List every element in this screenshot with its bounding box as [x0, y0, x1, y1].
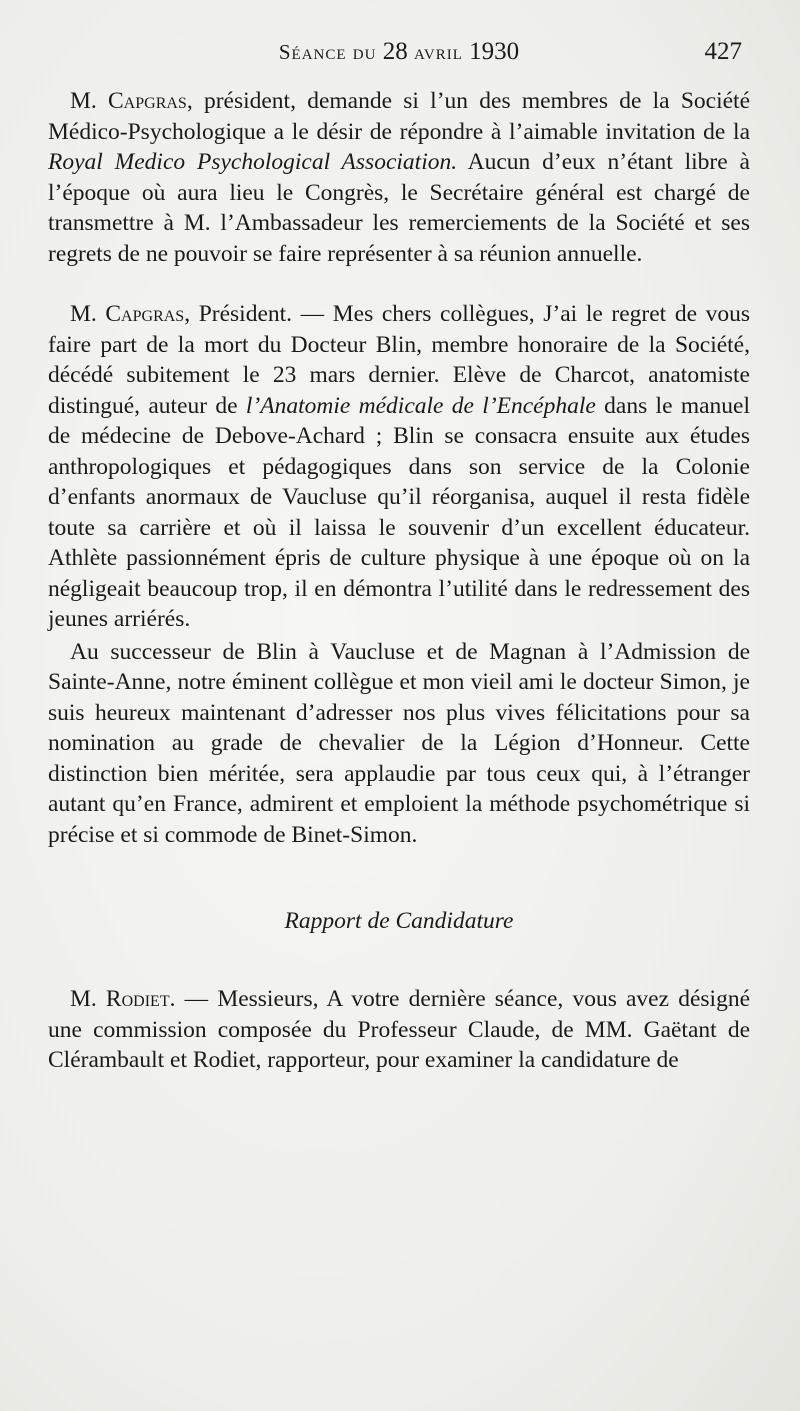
- paragraph-italic: Royal Medico Psychological Association.: [48, 149, 458, 175]
- paragraph-simon-congratulations: [48, 637, 750, 851]
- running-title-mid: avril: [407, 40, 470, 64]
- paragraph-capgras-invitation: [48, 86, 750, 269]
- speaker-name: M. Rodiet: [70, 986, 170, 1012]
- paragraph-italic: l’Anatomie médicale de l’Encéphale: [245, 392, 596, 419]
- paragraph-rodiet-report: [48, 984, 750, 1076]
- section-heading: Rapport de Candidature: [284, 908, 514, 934]
- paragraph-text: . — Messieurs, A votre dernière séance, vous avez désigné une commission composée du Professeur Claude, de MM. Gaëtant de Clérambault et Rodiet, rapporteur, pour examiner la candidature de: [48, 986, 750, 1073]
- paragraph-capgras-obituary: [48, 299, 750, 635]
- running-head: [48, 0, 750, 74]
- paragraph-text: dans le manuel de médecine de Debove-Achard ; Blin se consacra ensuite aux études anthropologiques et pédagogiques dans son service de la Colonie d’enfants anormaux de Vaucluse qu’il réorganisa, auquel il resta fidèle toute sa carrière et où il laissa le souvenir d’un excellent éducateur. Athlète passionnément épris de culture physique à une époque où on la négligeait beaucoup trop, il en démontra l’utilité dans le redressement des jeunes arriérés.: [48, 392, 750, 632]
- running-title-day: 28: [382, 38, 408, 65]
- running-title-year: 1930: [469, 38, 520, 65]
- paragraph-text: Aucun d’eux n’étant libre à l’époque où aura lieu le Congrès, le Secrétaire général est chargé de transmettre à M. l’Ambassadeur les remerciements de la Société et ses regrets de ne pouvoir se faire représenter à sa réunion annuelle.: [48, 149, 750, 267]
- paragraph-text: Au successeur de Blin à Vaucluse et de Magnan à l’Admission de Sainte-Anne, notre éminent collègue et mon vieil ami le docteur Simon, je suis heureux maintenant d’adresser nos plus vives félicitations pour sa nomination au grade de chevalier de la Légion d’Honneur. Cette distinction bien méritée, sera applaudie par tous ceux qui, à l’étranger autant qu’en France, admirent et emploient la méthode psychométrique si précise et si commode de Binet-Simon.: [48, 638, 750, 848]
- running-title-pre: Séance du: [278, 40, 383, 64]
- paragraph-text: , président, demande si l’un des membres de la Société Médico-Psychologique a le désir de répondre à l’aimable invitation de la: [48, 88, 751, 145]
- page-number: 427: [704, 38, 742, 65]
- speaker-name: M. Capgras: [70, 301, 185, 327]
- running-title: [48, 38, 750, 66]
- paragraph-text: , Président. — Mes chers collègues, J’ai le regret de vous faire part de la mort du Docteur Blin, membre honoraire de la Société, décédé subitement le 23 mars dernier. Elève de Charcot, anatomiste distingué, auteur de: [48, 301, 751, 419]
- speaker-name: M. Capgras: [70, 88, 187, 114]
